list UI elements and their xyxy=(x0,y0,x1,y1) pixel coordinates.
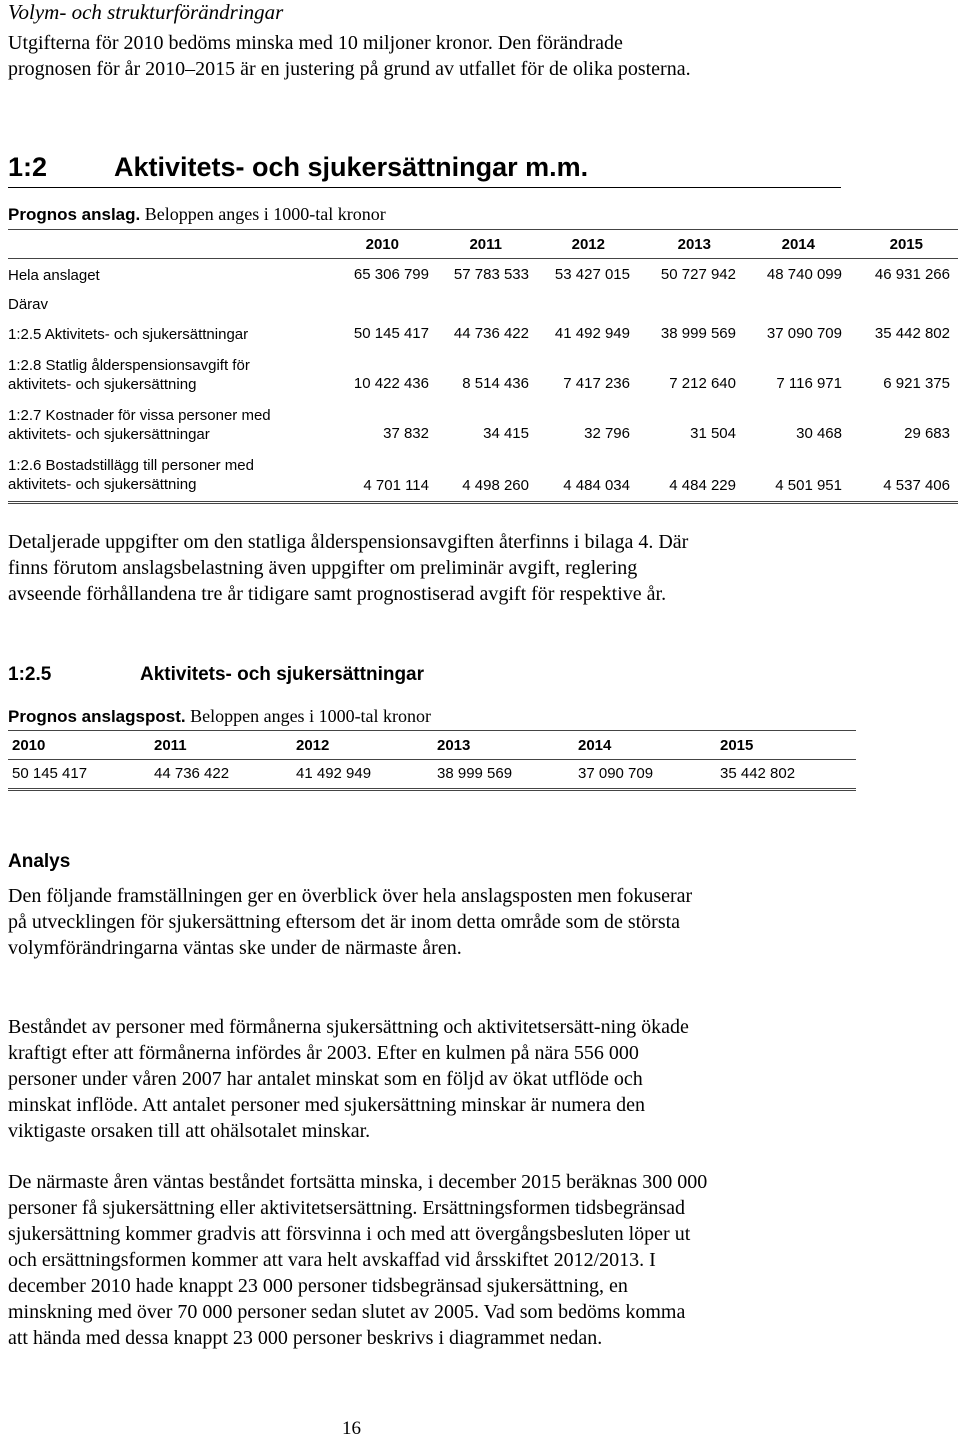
table1-year: 2015 xyxy=(889,236,923,253)
table2-cell: 35 442 802 xyxy=(720,765,796,782)
table1-cell: 53 427 015 xyxy=(554,266,630,283)
table1-cell: 34 415 xyxy=(483,425,529,442)
table1-caption-rest: Beloppen anges i 1000-tal kronor xyxy=(140,204,386,224)
table1-cell: 7 116 971 xyxy=(776,375,842,392)
intro-paragraph: Utgifterna för 2010 bedöms minska med 10 miljoner kronor. Den förändrade prognosen för år 2010–2015 är en justering på grund av utfallet för de olika posterna. xyxy=(8,32,691,80)
table2-cell: 38 999 569 xyxy=(437,765,513,782)
table1-cell: 4 701 114 xyxy=(363,477,429,494)
table2-year: 2014 xyxy=(578,737,612,754)
heading-1 xyxy=(8,152,589,183)
table1-cell: 4 498 260 xyxy=(462,477,529,494)
table1-cell: 35 442 802 xyxy=(874,325,950,342)
table1-header-rule xyxy=(8,258,958,259)
table1-year: 2013 xyxy=(677,236,711,253)
table2-caption-rest: Beloppen anges i 1000-tal kronor xyxy=(185,706,432,726)
table1-cell: 29 683 xyxy=(904,425,950,442)
table1-row-label: 1:2.8 Statlig ålderspensionsavgift för xyxy=(8,357,250,374)
table2-caption xyxy=(8,706,431,727)
table1-darav-label: Därav xyxy=(8,296,49,313)
table1-cell: 46 931 266 xyxy=(874,266,950,283)
paragraph-bilaga: Detaljerade uppgifter om den statliga ålderspensionsavgiften återfinns i bilaga 4. Där finns förutom anslagsbelastning även uppgifter om preliminär avgift, reglering avseende förhållandena tre år tidigare samt prognostiserad avgift för respektive år. xyxy=(8,531,689,605)
table2-top-rule xyxy=(8,730,856,731)
table2-year: 2010 xyxy=(12,737,46,754)
table1-cell: 44 736 422 xyxy=(453,325,529,342)
table1-year: 2011 xyxy=(469,236,502,253)
analys-paragraph-3: De närmaste åren väntas beståndet fortsätta minska, i december 2015 beräknas 300 000 personer få sjukersättning eller aktivitetsersättning. Ersättningsformen tidsbegränsad sjukersättning kommer gradvis att försvinna i och med att övergångsbesluten löper ut och ersättningsformen kommer att vara helt avskaffad vid årsskiftet 2012/2013. I december 2010 hade knappt 23 000 personer tidsbegränsad sjukersättning, en minskning med över 70 000 personer sedan slutet av 2005. Vad som bedöms komma att hända med dessa knappt 23 000 personer beskrivs i diagrammet nedan. xyxy=(8,1171,708,1349)
table1-cell: 10 422 436 xyxy=(353,375,429,392)
table1-cell: 48 740 099 xyxy=(766,266,842,283)
table1-row-label-cont: aktivitets- och sjukersättningar xyxy=(8,426,210,443)
table2-cell: 37 090 709 xyxy=(578,765,654,782)
table1-cell: 6 921 375 xyxy=(883,375,950,392)
table2-cell: 50 145 417 xyxy=(12,765,88,782)
table2-year: 2011 xyxy=(154,737,187,754)
table1-cell: 50 145 417 xyxy=(353,325,429,342)
table2-cell: 44 736 422 xyxy=(154,765,230,782)
table1-bottom-rule xyxy=(8,501,958,504)
heading-1-number: 1:2 xyxy=(8,152,48,182)
page-number: 16 xyxy=(342,1418,361,1439)
table1-row-label: 1:2.6 Bostadstillägg till personer med xyxy=(8,457,254,474)
heading-2-number: 1:2.5 xyxy=(8,664,52,685)
heading-1-title: Aktivitets- och sjukersättningar m.m. xyxy=(114,152,589,182)
table1-year: 2012 xyxy=(571,236,605,253)
table1-cell: 8 514 436 xyxy=(462,375,529,392)
table1-caption-bold: Prognos anslag. xyxy=(8,205,141,224)
table2-cell: 41 492 949 xyxy=(296,765,372,782)
table2-year: 2012 xyxy=(296,737,330,754)
table1-row-label: 1:2.7 Kostnader för vissa personer med xyxy=(8,407,271,424)
heading-1-rule xyxy=(8,187,841,188)
table1-cell: 37 832 xyxy=(383,425,429,442)
table1-cell: 7 417 236 xyxy=(563,375,630,392)
table1-cell: 31 504 xyxy=(690,425,736,442)
table1-cell: 65 306 799 xyxy=(353,266,429,283)
table1-year: 2014 xyxy=(781,236,815,253)
table1-top-rule xyxy=(8,229,958,230)
table1-cell: 30 468 xyxy=(796,425,842,442)
table2-caption-bold: Prognos anslagspost. xyxy=(8,707,186,726)
table2-bottom-rule xyxy=(8,788,856,791)
table1-cell: 37 090 709 xyxy=(766,325,842,342)
table1-year: 2010 xyxy=(365,236,399,253)
analys-paragraph-1: Den följande framställningen ger en överblick över hela anslagsposten men fokuserar på utvecklingen för sjukersättning eftersom det är inom detta område som de största volymförändringarna väntas ske under de närmaste åren. xyxy=(8,885,693,959)
table1-cell: 38 999 569 xyxy=(660,325,736,342)
table1-row-label: 1:2.5 Aktivitets- och sjukersättningar xyxy=(8,326,249,343)
analys-heading: Analys xyxy=(8,851,71,872)
table1-row-label-cont: aktivitets- och sjukersättning xyxy=(8,476,197,493)
section-heading: Volym- och strukturförändringar xyxy=(8,0,284,24)
table1-cell: 4 484 229 xyxy=(669,477,736,494)
table1-caption xyxy=(8,204,386,225)
table1-cell: 4 484 034 xyxy=(563,477,630,494)
table1-cell: 4 537 406 xyxy=(883,477,950,494)
table1-cell: 7 212 640 xyxy=(669,375,736,392)
heading-2-title: Aktivitets- och sjukersättningar xyxy=(140,664,425,685)
table2-header-rule xyxy=(8,759,856,760)
table1-cell: 32 796 xyxy=(584,425,630,442)
table1-hela-label: Hela anslaget xyxy=(8,267,100,284)
table1-cell: 57 783 533 xyxy=(453,266,529,283)
table2-year: 2013 xyxy=(437,737,471,754)
table2-year: 2015 xyxy=(720,737,754,754)
analys-paragraph-2: Beståndet av personer med förmånerna sjukersättning och aktivitetsersätt-ning ökade kraftigt efter att förmånerna infördes år 2003. Efter en kulmen på nära 556 000 personer under våren 2007 har antalet minskat som en följd av ökat utflöde och minskat inflöde. Att antalet personer med sjukersättning minskar är numera den viktigaste orsaken till att ohälsotalet minskar. xyxy=(8,1016,689,1142)
table1-row-label-cont: aktivitets- och sjukersättning xyxy=(8,376,197,393)
table1-cell: 4 501 951 xyxy=(775,477,842,494)
table1-cell: 50 727 942 xyxy=(660,266,736,283)
table1-cell: 41 492 949 xyxy=(554,325,630,342)
